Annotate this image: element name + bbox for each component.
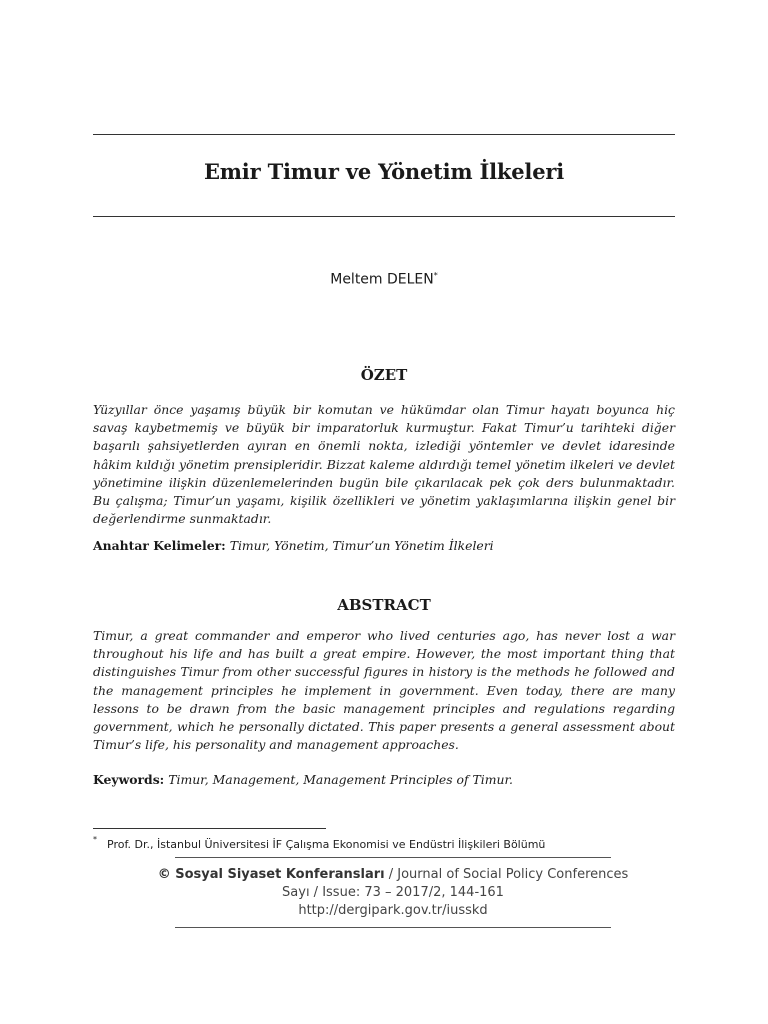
author-footnote-mark: *: [433, 271, 438, 280]
author-line: [93, 271, 675, 288]
ozet-keywords: [93, 538, 675, 553]
journal-top-rule: [175, 857, 611, 858]
ozet-heading: ÖZET: [360, 366, 408, 384]
journal-name: © Sosyal Siyaset Konferansları: [157, 867, 385, 882]
footnote-text: Prof. Dr., İstanbul Üniversitesi İF Çalışma Ekonomisi ve Endüstri İlişkileri Bölümü: [107, 838, 546, 851]
journal-name-line: [140, 866, 646, 884]
ozet-keywords-label: Anahtar Kelimeler:: [93, 538, 226, 553]
journal-subtitle: / Journal of Social Policy Conferences: [384, 867, 629, 882]
abstract-keywords: [93, 772, 675, 787]
abstract-keywords-label: Keywords:: [93, 772, 165, 787]
journal-bottom-rule: [175, 927, 611, 928]
page-title: Emir Timur ve Yönetim İlkeleri: [203, 159, 565, 184]
ozet-body: Yüzyıllar önce yaşamış büyük bir komutan ve hükümdar olan Timur hayatı boyunca hiç savaş kaybetmemiş ve büyük bir imparatorluk kurmuştur. Fakat Timur’u tarihteki diğer başarılı şahsiyetlerden ayıran en önemli nokta, izlediği yöntemler ve devlet idaresinde hâkim kıldığı yönetim prensipleridir. Bizzat kaleme aldırdığı temel yönetim ilkeleri ve devlet yönetimine ilişkin düzenlemelerinden bugün bile çıkarılacak pek çok ders bulunmaktadır. Bu çalışma; Timur’un yaşamı, kişilik özellikleri ve yönetim yaklaşımlarına ilişkin genel bir değerlendirme sunmaktadır.: [93, 402, 675, 527]
journal-info: [140, 866, 646, 920]
ozet-keywords-text: Timur, Yönetim, Timur’un Yönetim İlkeleri: [229, 538, 494, 553]
journal-issue: Sayı / Issue: 73 – 2017/2, 144-161: [282, 885, 504, 900]
abstract-body: Timur, a great commander and emperor who lived centuries ago, has never lost a war throughout his life and has built a great empire. However, the most important thing that distinguishes Timur from other successful figures in history is the methods he followed and the management principles he implement in government. Even today, there are many lessons to be drawn from the basic management principles and regulations regarding government, which he personally dictated. This paper presents a general assessment about Timur’s life, his personality and management approaches.: [93, 628, 675, 753]
abstract-heading: ABSTRACT: [337, 596, 431, 614]
footnote-rule: [93, 828, 326, 829]
title-bottom-rule: [93, 216, 675, 217]
journal-url[interactable]: http://dergipark.gov.tr/iusskd: [298, 903, 488, 918]
footnote-mark: *: [93, 835, 97, 844]
author-name: Meltem DELEN: [330, 271, 434, 288]
title-top-rule: [93, 134, 675, 135]
abstract-keywords-text: Timur, Management, Management Principles of Timur.: [168, 772, 513, 787]
